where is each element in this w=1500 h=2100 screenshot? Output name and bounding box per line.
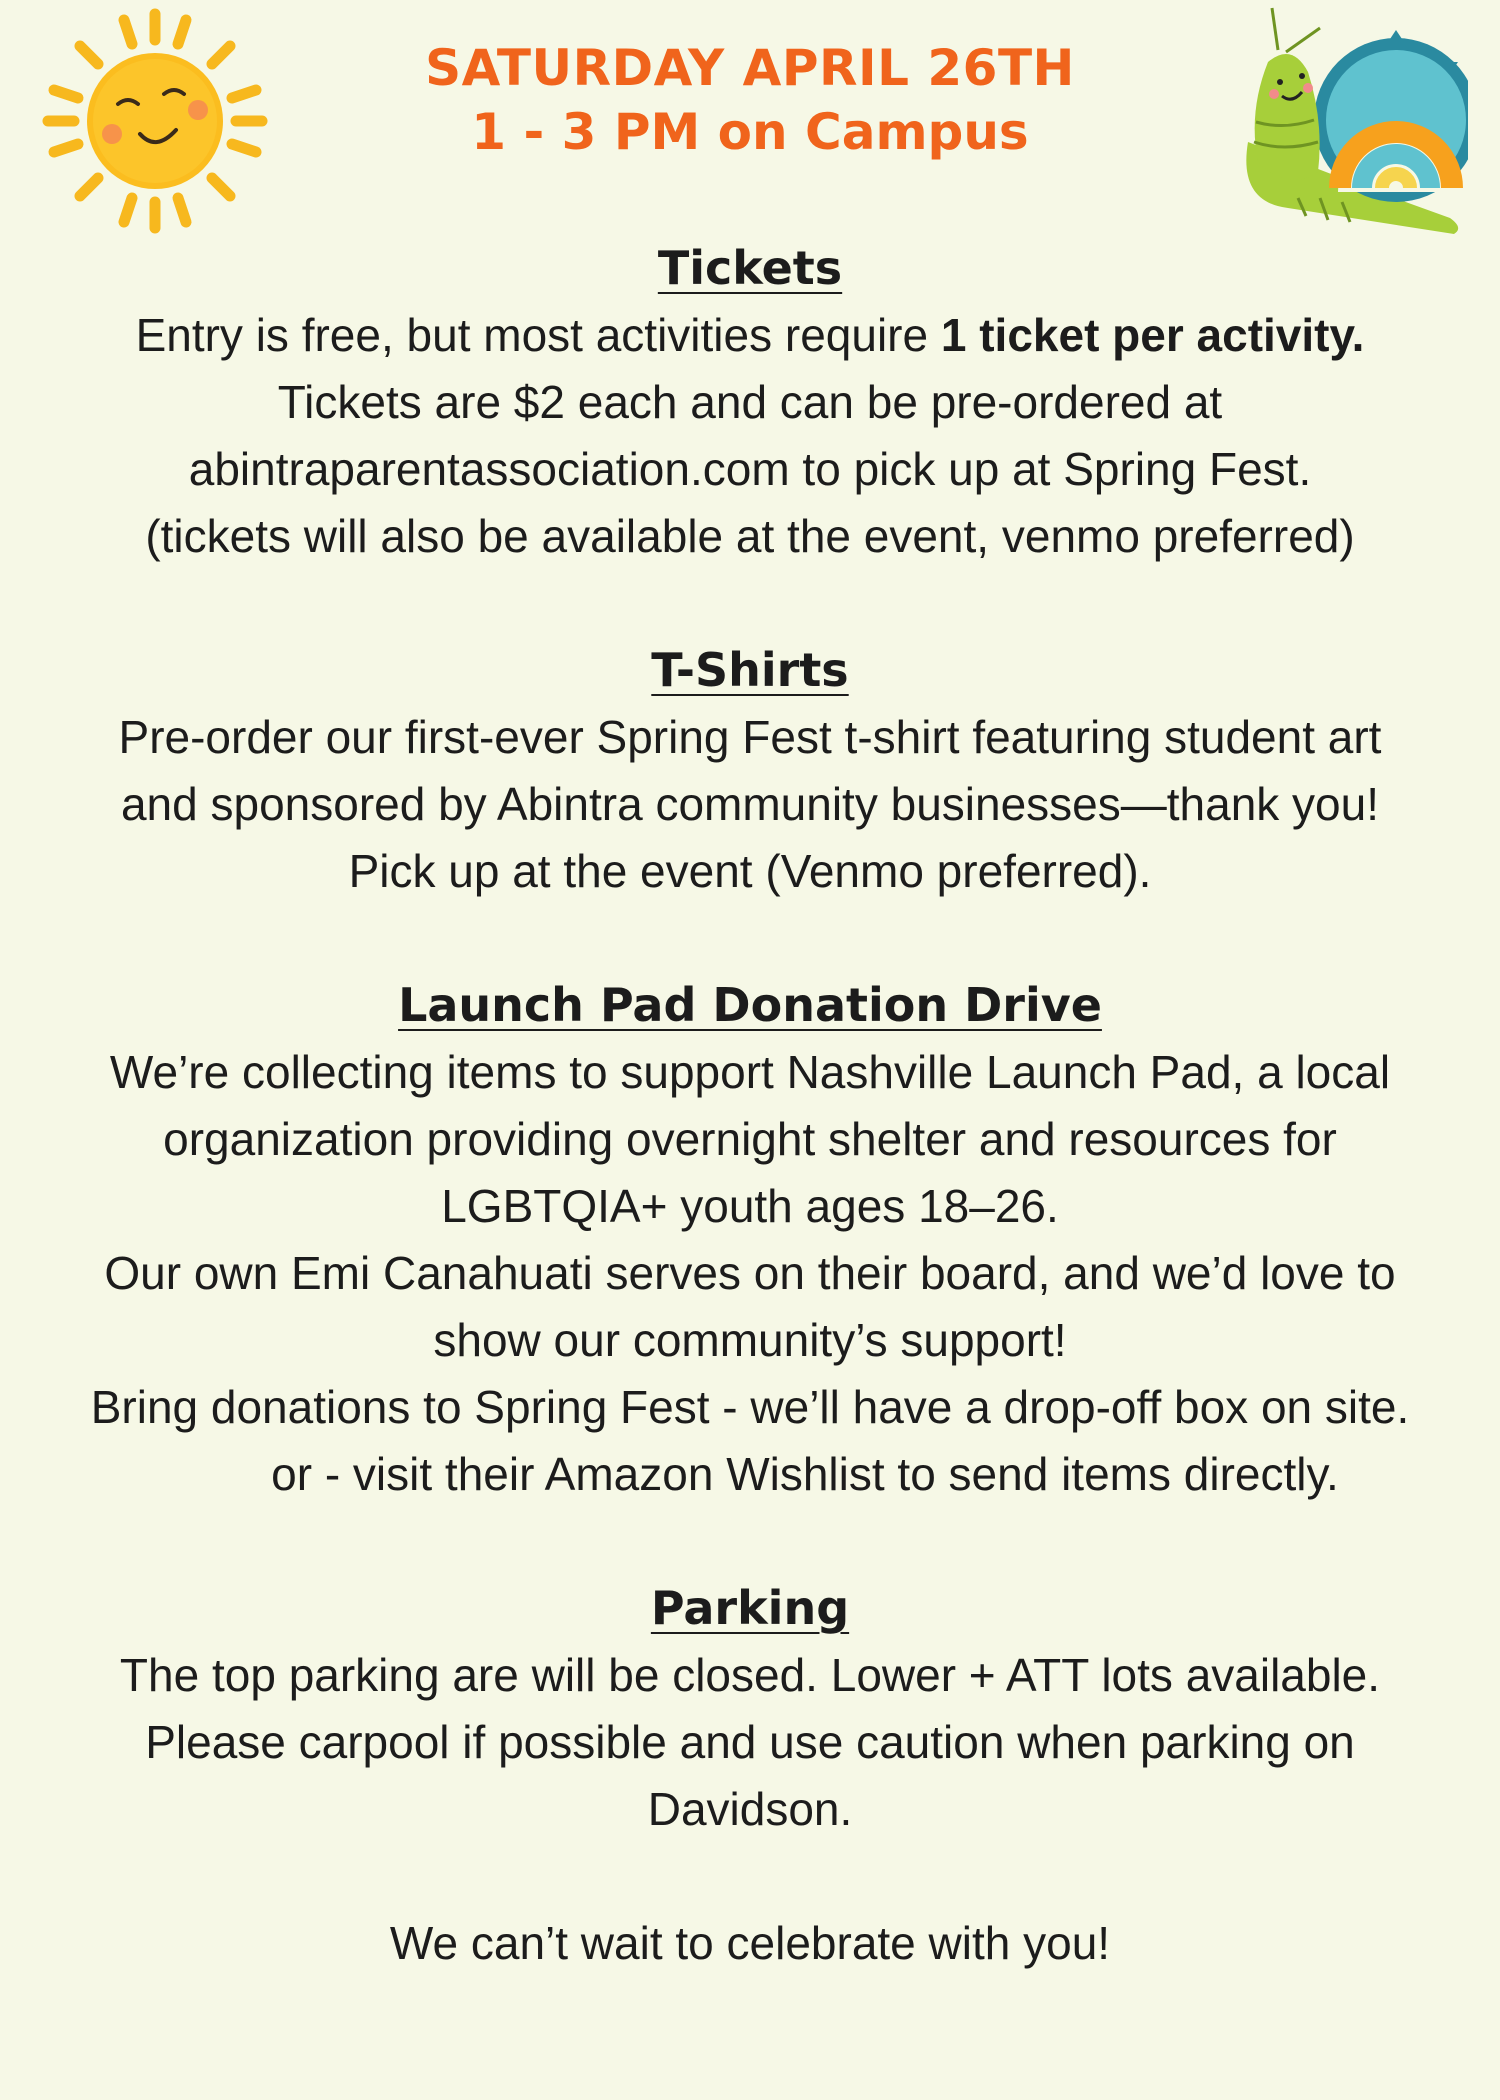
tickets-title: Tickets [657,241,843,295]
donation-section [0,972,1500,1508]
event-header [0,36,1500,164]
closing-message: We can’t wait to celebrate with you! [389,1917,1111,1969]
donation-line-3: LGBTQIA+ youth ages 18–26. [441,1180,1059,1232]
donation-line-4: Our own Emi Canahuati serves on their board, and we’d love to [104,1247,1396,1299]
parking-title: Parking [650,1581,850,1635]
donation-line-7: or - visit their Amazon Wishlist to send items directly. [271,1448,1339,1500]
donation-line-2: organization providing overnight shelter and resources for [163,1113,1337,1165]
event-date: SATURDAY APRIL 26TH [425,39,1075,97]
tshirts-line-2: and sponsored by Abintra community businesses—thank you! [120,778,1380,830]
parking-line-1: The top parking are will be closed. Lower + ATT lots available. [119,1649,1381,1701]
tickets-line-4: (tickets will also be available at the event, venmo preferred) [145,510,1355,562]
donation-line-5: show our community’s support! [433,1314,1067,1366]
parking-line-3: Davidson. [647,1783,853,1835]
donation-title: Launch Pad Donation Drive [398,978,1102,1032]
parking-line-2: Please carpool if possible and use caution when parking on [145,1716,1355,1768]
tickets-line-1-text: Entry is free, but most activities require [135,309,941,361]
tshirts-line-3: Pick up at the event (Venmo preferred). [348,845,1152,897]
parking-section [0,1575,1500,1843]
tickets-line-1-bold: 1 ticket per activity. [940,309,1365,361]
event-time: 1 - 3 PM on Campus [471,103,1029,161]
tshirts-title: T-Shirts [651,643,849,697]
tickets-line-2: Tickets are $2 each and can be pre-ordered at [277,376,1223,428]
donation-line-1: We’re collecting items to support Nashville Launch Pad, a local [109,1046,1391,1098]
tshirts-section [0,637,1500,905]
tickets-line-1 [0,302,1500,369]
donation-line-6: Bring donations to Spring Fest - we’ll have a drop-off box on site. [90,1381,1410,1433]
flyer-content [0,235,1500,1977]
tshirts-line-1: Pre-order our first-ever Spring Fest t-shirt featuring student art [118,711,1382,763]
tickets-section [0,235,1500,570]
tickets-line-3: abintraparentassociation.com to pick up at Spring Fest. [188,443,1312,495]
